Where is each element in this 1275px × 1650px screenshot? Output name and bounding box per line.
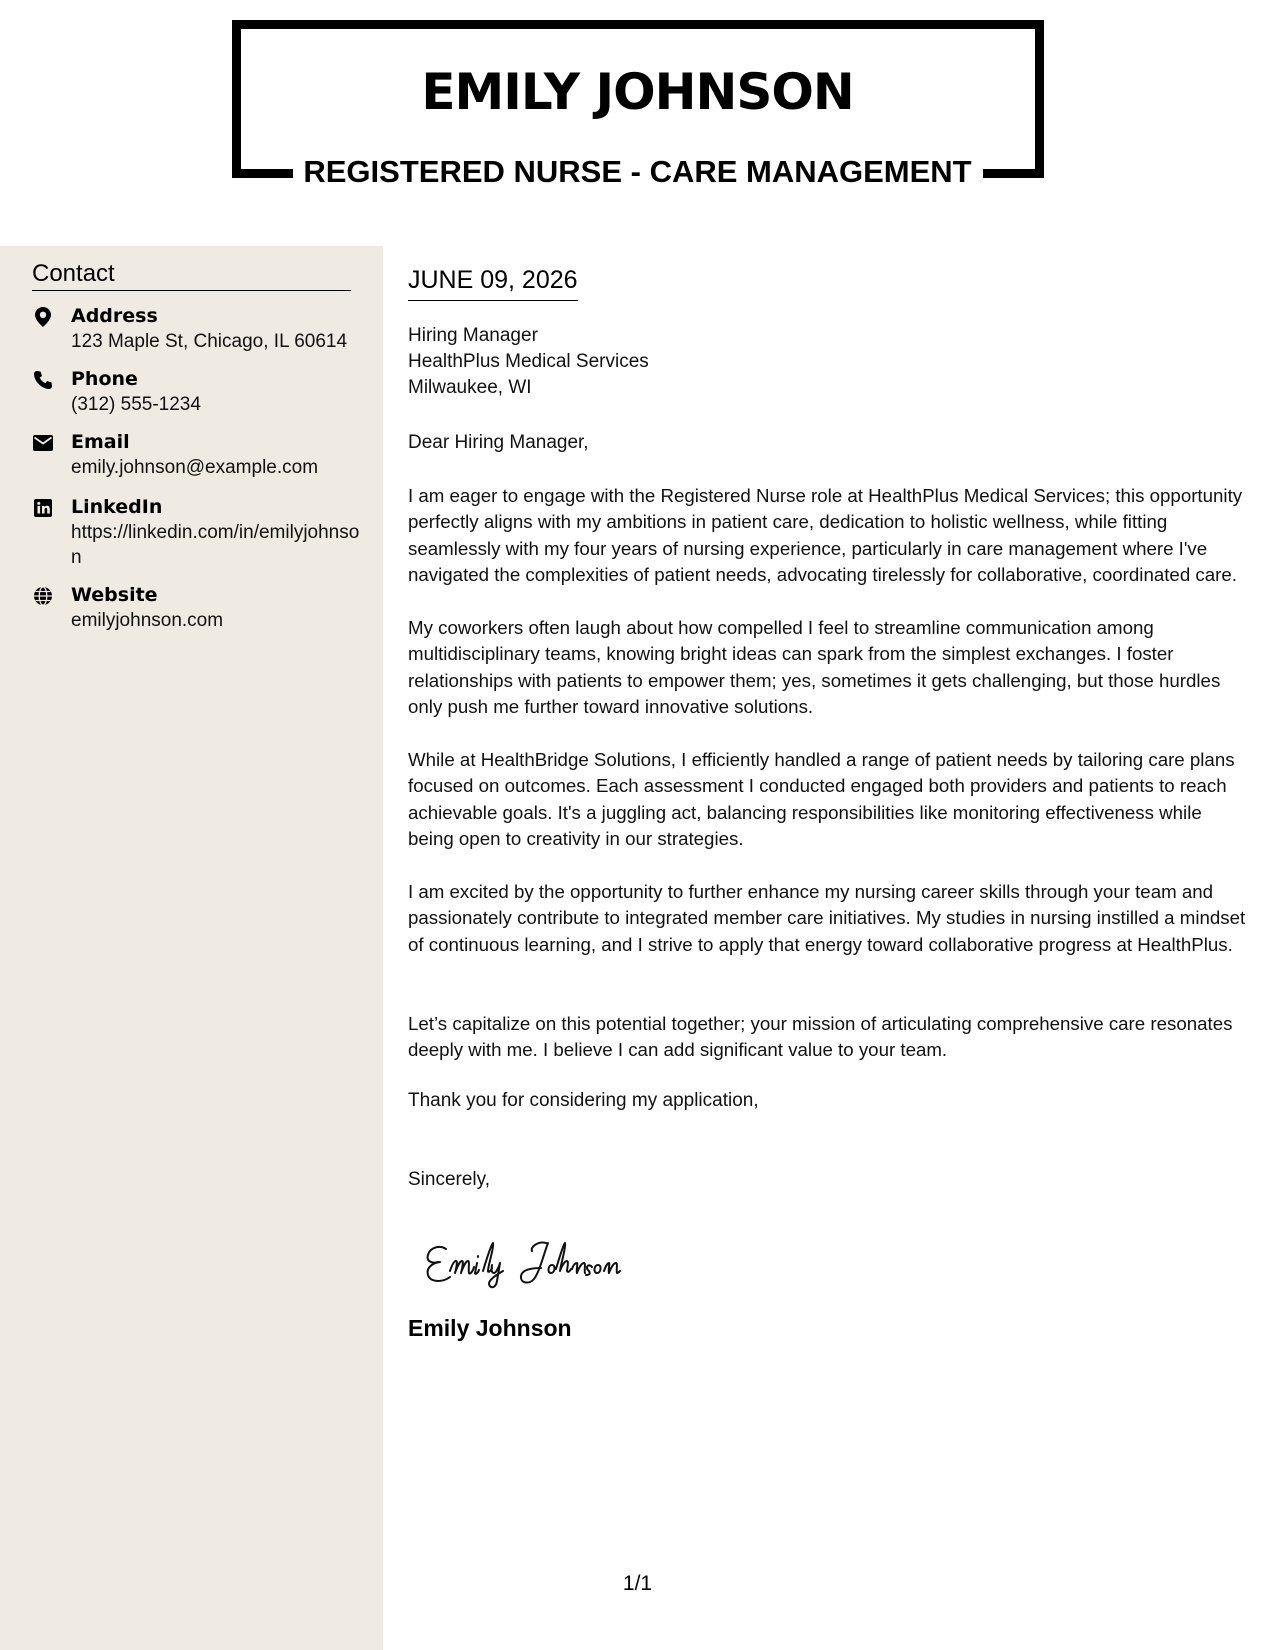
contact-heading: Contact <box>32 260 351 291</box>
applicant-name: EMILY JOHNSON <box>421 63 854 121</box>
recipient-block <box>408 323 649 401</box>
email-label: Email <box>71 431 130 453</box>
address-label: Address <box>71 305 158 327</box>
contact-sidebar <box>0 246 383 1650</box>
body-paragraph: While at HealthBridge Solutions, I efficiently handled a range of patient needs by tailoring care plans focused on outcomes. Each assessment I conducted engaged both providers and patients to reach achievable goals. It's a juggling act, balancing responsibilities like monitoring effectiveness while being open to creativity in our strategies. <box>408 749 1235 850</box>
job-title: REGISTERED NURSE - CARE MANAGEMENT <box>303 154 972 189</box>
handwritten-signature <box>420 1225 660 1295</box>
signoff: Sincerely, <box>408 1169 491 1190</box>
website-label: Website <box>71 584 158 606</box>
linkedin-value: https://linkedin.com/in/emilyjohnson <box>71 522 360 568</box>
page-number: 1/1 <box>622 1572 653 1595</box>
recipient-line: Milwaukee, WI <box>408 377 532 398</box>
linkedin-label: LinkedIn <box>71 496 163 518</box>
envelope-icon <box>32 432 54 454</box>
website-value: emilyjohnson.com <box>71 610 224 631</box>
recipient-line: HealthPlus Medical Services <box>408 351 649 372</box>
body-paragraph: Let’s capitalize on this potential together; your mission of articulating comprehensive care resonates deeply with me. I believe I can add significant value to your team. <box>408 1013 1233 1061</box>
phone-icon <box>32 369 54 391</box>
body-paragraph: I am eager to engage with the Registered Nurse role at HealthPlus Medical Services; this opportunity perfectly aligns with my ambitions in patient care, dedication to holistic wellness, while fitting seamlessly with my four years of nursing experience, particularly in care management where I've navigated the complexities of patient needs, advocating tirelessly for collaborative, coordinated care. <box>408 485 1243 586</box>
salutation: Dear Hiring Manager, <box>408 432 589 453</box>
location-pin-icon <box>32 306 54 328</box>
recipient-line: Hiring Manager <box>408 325 538 346</box>
globe-icon <box>32 585 54 607</box>
letter-date: JUNE 09, 2026 <box>408 264 578 301</box>
body-paragraph: I am excited by the opportunity to further enhance my nursing career skills through your team and passionately contribute to integrated member care initiatives. My studies in nursing instilled a mindset of continuous learning, and I strive to apply that energy toward collaborative progress at HealthPlus. <box>408 881 1246 955</box>
frame-top-border <box>232 20 1044 29</box>
linkedin-icon <box>32 497 54 519</box>
closing-line: Thank you for considering my application, <box>408 1090 759 1111</box>
phone-value: (312) 555-1234 <box>71 394 201 415</box>
address-value: 123 Maple St, Chicago, IL 60614 <box>71 331 348 352</box>
sender-name: Emily Johnson <box>408 1315 572 1341</box>
body-paragraph: My coworkers often laugh about how compelled I feel to streamline communication among multidisciplinary teams, knowing bright ideas can spark from the simplest exchanges. I foster relationships with patients to empower them; yes, sometimes it gets challenging, but those hurdles only push me further toward innovative solutions. <box>408 617 1221 718</box>
phone-label: Phone <box>71 368 138 390</box>
email-value: emily.johnson@example.com <box>71 457 319 478</box>
